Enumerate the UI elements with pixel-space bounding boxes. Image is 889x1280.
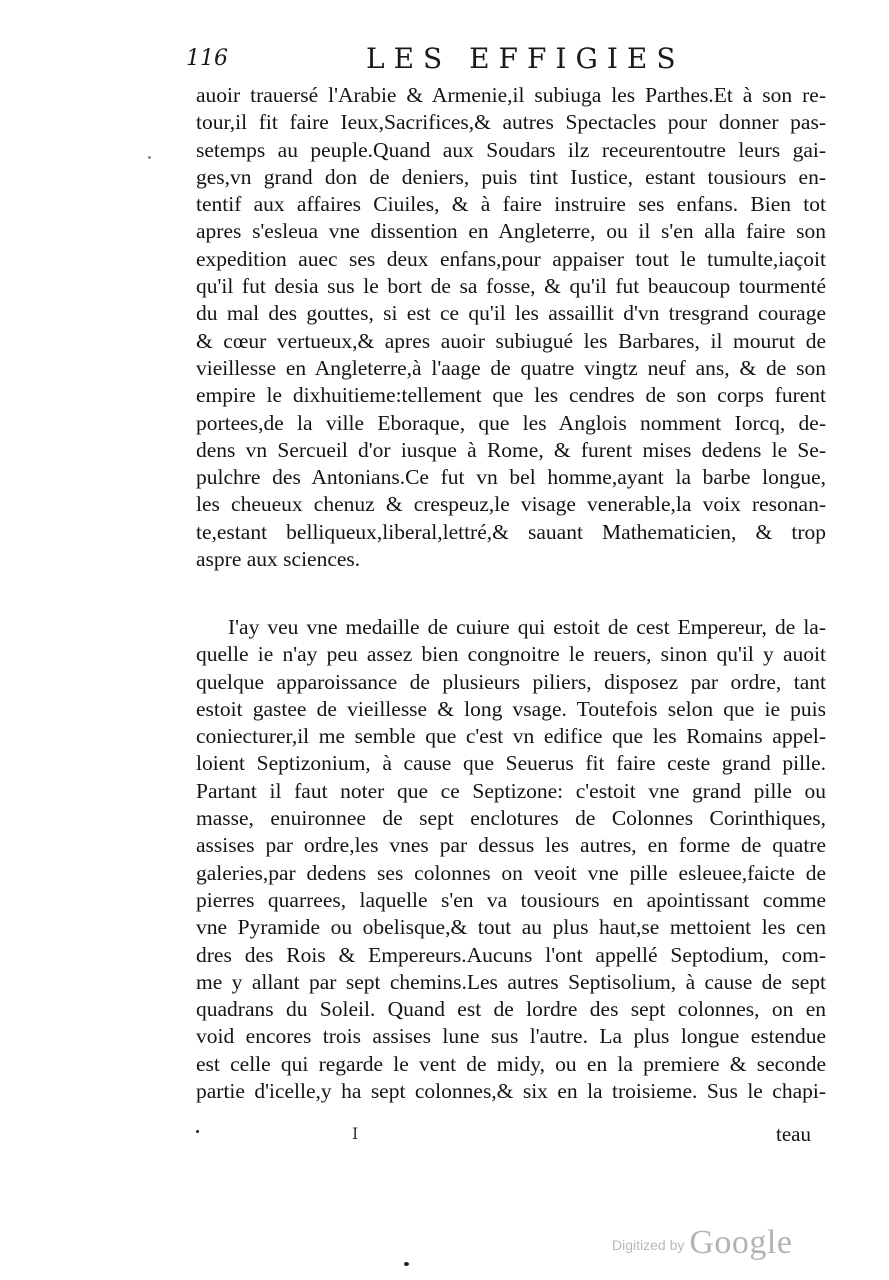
text-line: estoit gastee de vieillesse & long vsage. Toutefois selon que ie puis [196,696,826,721]
text-line: setemps au peuple.Quand aux Soudars ilz receurentoutre leurs gai- [196,137,826,162]
text-line: dres des Rois & Empereurs.Aucuns l'ont appellé Septodium, com- [196,942,826,967]
text-line: auoir trauersé l'Arabie & Armenie,il subiuga les Parthes.Et à son re- [196,83,826,107]
text-line: quelque apparoissance de plusieurs piliers, disposez par ordre, tant [196,669,826,694]
text-line: est celle qui regarde le vent de midy, ou en la premiere & seconde [196,1051,826,1076]
text-line: me y allant par sept chemins.Les autres Septisolium, à cause de sept [196,969,826,994]
text-line: galeries,par dedens ses colonnes on veoit vne pille esleuee,faicte de [196,860,826,885]
text-line: coniecturer,il me semble que c'est vn edifice que les Romains appel- [196,724,826,749]
page-number: 116 [186,46,228,71]
text-line: empire le dixhuitieme:tellement que les cendres de son corps furent [196,383,826,408]
text-line: partie d'icelle,y ha sept colonnes,& six en la troisieme. Sus le chapi- [196,1079,826,1104]
text-line: Partant il faut noter que ce Septizone: c'estoit vne grand pille ou [196,778,826,803]
ink-speck [404,1262,409,1266]
text-line: loient Septizonium, à cause que Seuerus fit faire ceste grand pille. [196,751,826,776]
text-line: qu'il fut desia sus le bort de sa fosse, & qu'il fut beaucoup tourmenté [196,274,826,299]
text-line: ges,vn grand don de deniers, puis tint Iustice, estant tousiours en- [196,164,826,189]
text-line: te,estant belliqueux,liberal,lettré,& sauant Mathematicien, & trop [196,519,826,544]
text-line: du mal des gouttes, si est ce qu'il les assaillit d'vn tresgrand courage [196,301,826,326]
text-line: masse, enuironnee de sept enclotures de Colonnes Corinthiques, [196,806,826,831]
text-line: portees,de la ville Eboraque, que les Anglois nomment Iorcq, de- [196,410,826,435]
text-line: aspre aux sciences. [196,547,361,572]
text-line: assises par ordre,les vnes par dessus les autres, en forme de quatre [196,833,826,858]
text-line: vieillesse en Angleterre,à l'aage de quatre vingtz neuf ans, & de son [196,355,826,380]
text-line: tentif aux affaires Ciuiles, & à faire instruire ses enfans. Bien tot [196,192,826,217]
text-line: expedition auec ses deux enfans,pour appaiser tout le tumulte,iaçoit [196,246,826,271]
text-line: pierres quarrees, laquelle s'en va tousiours en apointissant comme [196,887,826,912]
catchword: teau [776,1122,811,1146]
text-line: pulchre des Antonians.Ce fut vn bel homme,ayant la barbe longue, [196,465,826,490]
paragraph-1 [196,82,826,573]
text-line: dens vn Sercueil d'or iusque à Rome, & furent mises dedens le Se- [196,437,826,462]
text-line: apres s'esleua vne dissention en Angleterre, ou il s'en alla faire son [196,219,826,244]
running-head: LES EFFIGIES [366,42,685,75]
text-line: tour,il fit faire Ieux,Sacrifices,& autres Spectacles pour donner pas- [196,110,826,135]
paragraph-2 [196,614,826,1105]
text-line: quelle ie n'ay peu assez bien congnoitre le reuers, sinon qu'il y auoit [196,642,826,667]
ink-speck [196,1130,199,1133]
signature-mark: I [352,1124,359,1143]
text-line: quadrans du Soleil. Quand est de lordre des sept colonnes, on en [196,997,826,1022]
digitized-watermark [612,1216,792,1262]
text-line: I'ay veu vne medaille de cuiure qui estoit de cest Empereur, de la- [228,615,826,639]
text-line: les cheueux chenuz & crespeuz,le visage venerable,la voix resonan- [196,492,826,517]
watermark-brand: Google [689,1224,793,1261]
ink-speck [148,156,151,159]
text-line: vne Pyramide ou obelisque,& tout au plus haut,se mettoient les cen [196,915,826,940]
watermark-prefix: Digitized by [612,1237,685,1253]
text-line: & cœur vertueux,& apres auoir subiugué les Barbares, il mourut de [196,328,826,353]
page-header [186,42,826,76]
text-line: void encores trois assises lune sus l'autre. La plus longue estendue [196,1024,826,1049]
